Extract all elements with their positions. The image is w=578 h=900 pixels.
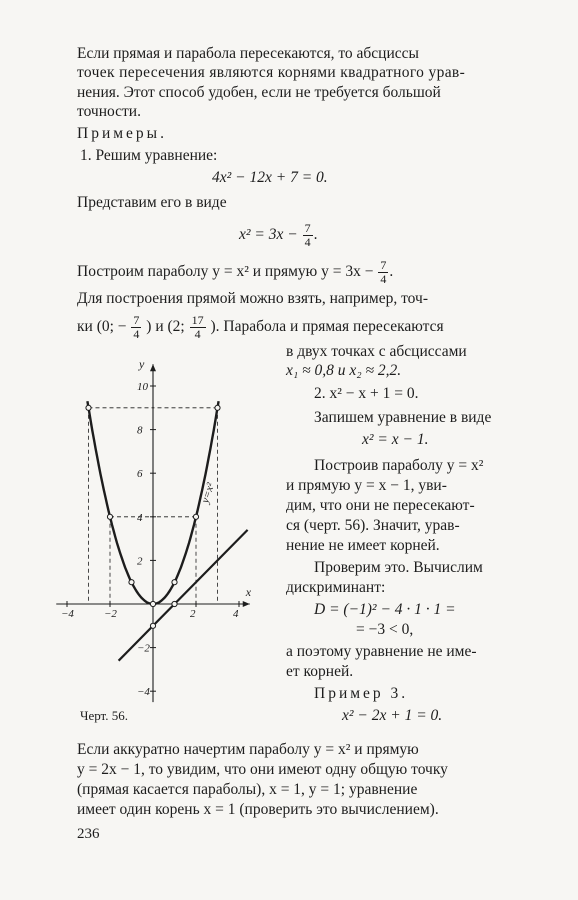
y-axis-label: y xyxy=(139,357,145,372)
figure-caption: Черт. 56. xyxy=(80,708,129,723)
point-1-denominator: 4 xyxy=(133,327,140,341)
point-1-open: (0; − xyxy=(96,318,127,336)
example-2-check-2: дискриминант: xyxy=(286,579,386,596)
intro-line-3: нения. Этот способ удобен, если не требуется большой xyxy=(77,84,441,101)
example-3-equation: x² − 2x + 1 = 0. xyxy=(342,707,443,724)
points-word: ки xyxy=(77,318,93,336)
example-1-result-1: в двух точках с абсциссами xyxy=(286,343,467,360)
marked-point xyxy=(150,623,155,628)
fraction-7-4 xyxy=(303,222,313,249)
example-1-build-line: Построим параболу y = x² и прямую y = 3x − $\frac{7}{4}$ . xyxy=(77,258,394,286)
example-2-rewrite: Запишем уравнение в виде xyxy=(314,409,492,426)
example-3-text-2: y = 2x − 1, то увидим, что они имеют одну общую точку xyxy=(77,761,448,778)
intro-line-2: точек пересечения являются корнями квадратного урав- xyxy=(77,64,466,81)
marked-point xyxy=(193,514,198,519)
y-tick-label: −4 xyxy=(137,686,150,699)
y-tick-label: 8 xyxy=(137,424,143,437)
example-2-para-5: нение не имеет корней. xyxy=(286,537,440,554)
figure-56 xyxy=(52,338,267,728)
discriminant-line-2: = −3 < 0, xyxy=(356,621,414,638)
y-tick-label: 6 xyxy=(137,468,143,481)
x-tick-label: −4 xyxy=(61,608,74,620)
y-tick-label: 2 xyxy=(137,555,143,568)
marked-point xyxy=(150,601,155,606)
marked-point xyxy=(172,580,177,585)
example-2-check-1: Проверим это. Вычислим xyxy=(314,559,483,576)
example-3-text-1: Если аккуратно начертим параболу y = x² и прямую xyxy=(77,741,419,758)
example-3-text-4: имеет один корень x = 1 (проверить это вычислением). xyxy=(77,801,439,818)
example-2-equation: x² = x − 1. xyxy=(362,431,429,448)
point-2-denominator: 4 xyxy=(194,327,201,341)
example-1-points-line-a: Для построения прямой можно взять, например, точ- xyxy=(77,290,428,307)
build-text: Построим параболу y = x² и прямую y = 3x − xyxy=(77,263,374,281)
fraction-numerator: 7 xyxy=(304,221,311,235)
example-1-equation: 4x² − 12x + 7 = 0. xyxy=(212,169,328,186)
example-3-text-3: (прямая касается параболы), x = 1, y = 1; уравнение xyxy=(77,781,418,798)
point-2-open: ) и (2; xyxy=(146,318,185,336)
points-tail: ). Парабола и прямая пересекаются xyxy=(210,318,444,336)
example-3-label: Пример 3. xyxy=(314,685,409,702)
parabola-label: y=x² xyxy=(199,481,218,505)
marked-point xyxy=(172,601,177,606)
y-tick-label: 4 xyxy=(137,511,143,524)
point-1-fraction xyxy=(131,314,141,341)
y-axis-arrow xyxy=(150,364,156,371)
build-fraction xyxy=(378,259,388,286)
example-2-para-1: Построив параболу y = x² xyxy=(314,457,484,474)
example-2-conclusion-2: ет корней. xyxy=(286,663,354,680)
point-2-fraction xyxy=(190,314,206,341)
example-1-present-text: Представим его в виде xyxy=(77,194,227,211)
page-number: 236 xyxy=(77,826,100,842)
example-2-label: 2. x² − x + 1 = 0. xyxy=(314,385,419,402)
point-1-numerator: 7 xyxy=(133,313,140,327)
marked-point xyxy=(215,405,220,410)
build-numerator: 7 xyxy=(380,258,387,272)
y-tick-label: −2 xyxy=(137,642,150,655)
parabola-line-chart xyxy=(52,338,267,728)
example-1-points-line-b xyxy=(77,314,444,341)
discriminant-line-1: D = (−1)² − 4 · 1 · 1 = xyxy=(314,601,456,618)
marked-point xyxy=(129,580,134,585)
build-denominator: 4 xyxy=(380,272,387,286)
y-tick-label: 10 xyxy=(137,381,148,393)
x-axis-arrow xyxy=(243,601,250,607)
example-1-result-2: x₁ ≈ 0,8 и x₂ ≈ 2,2. xyxy=(286,362,402,379)
example-1-equation-2: x² = 3x − $\frac{7}{4}$ . xyxy=(239,221,318,249)
point-2-numerator: 17 xyxy=(191,313,204,327)
example-2-para-3: дим, что они не пересекают- xyxy=(286,497,475,514)
x-tick-label: 2 xyxy=(190,608,196,620)
intro-line-1 xyxy=(77,44,527,63)
example-2-para-4: ся (черт. 56). Значит, урав- xyxy=(286,517,460,534)
example-2-conclusion-1: а поэтому уравнение не име- xyxy=(286,643,477,660)
marked-point xyxy=(86,405,91,410)
x-axis-label: x xyxy=(245,585,252,599)
fraction-denominator: 4 xyxy=(304,235,311,249)
examples-heading: Примеры. xyxy=(77,125,167,142)
marked-point xyxy=(107,514,112,519)
intro-text-1: Если прямая и парабола пересекаются, то абсциссы xyxy=(77,45,419,62)
eq2-left: x² = 3x − xyxy=(239,226,298,244)
example-1-label: 1. Решим уравнение: xyxy=(80,147,218,164)
intro-line-4: точности. xyxy=(77,103,141,120)
x-tick-label: −2 xyxy=(104,608,117,620)
example-2-para-2: и прямую y = x − 1, уви- xyxy=(286,477,447,494)
x-tick-label: 4 xyxy=(233,608,239,620)
